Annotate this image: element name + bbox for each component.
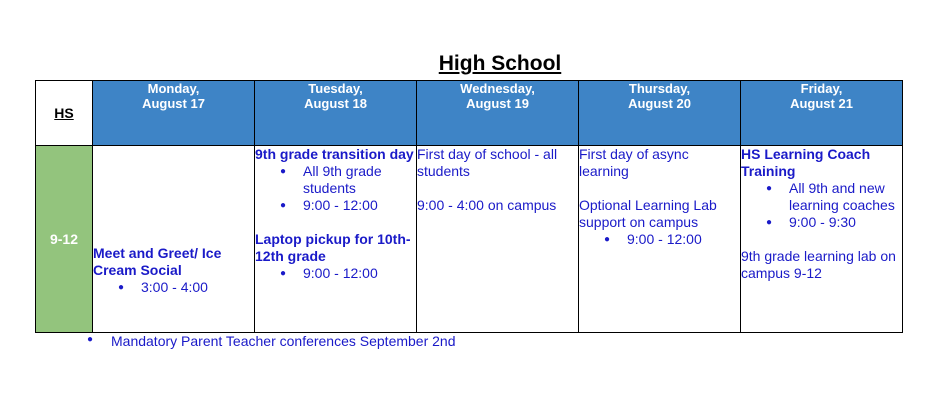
list-item: ● All 9th and new learning coaches xyxy=(766,180,902,214)
friday-line-2: 9th grade learning lab on campus 9-12 xyxy=(741,248,896,281)
cell-friday xyxy=(741,146,903,333)
cell-monday xyxy=(93,146,255,333)
header-thursday xyxy=(579,81,741,146)
list-item: ● 9:00 - 9:30 xyxy=(766,214,902,231)
friday-list xyxy=(741,180,902,231)
weekday-label: Tuesday, xyxy=(308,81,363,96)
header-wednesday xyxy=(417,81,579,146)
date-label: August 19 xyxy=(466,96,529,111)
tuesday-list-1 xyxy=(255,163,416,214)
weekday-label: Wednesday, xyxy=(460,81,535,96)
list-item: ● 3:00 - 4:00 xyxy=(118,279,254,296)
tuesday-event-1: 9th grade transition day xyxy=(255,146,414,162)
footnote-bullet: ● Mandatory Parent Teacher conferences September 2nd xyxy=(87,333,456,349)
cell-wednesday xyxy=(417,146,579,333)
grade-row xyxy=(36,146,903,333)
wednesday-line-1: First day of school - all students xyxy=(417,146,558,179)
weekday-label: Thursday, xyxy=(628,81,691,96)
header-row xyxy=(36,81,903,146)
thursday-line-1: First day of async learning xyxy=(579,146,689,179)
weekday-label: Monday, xyxy=(147,81,200,96)
corner-label: HS xyxy=(36,81,93,146)
date-label: August 17 xyxy=(142,96,205,111)
header-friday xyxy=(741,81,903,146)
date-label: August 18 xyxy=(304,96,367,111)
wednesday-line-2: 9:00 - 4:00 on campus xyxy=(417,197,557,213)
tuesday-list-2 xyxy=(255,265,416,282)
schedule-table xyxy=(35,80,903,333)
weekday-label: Friday, xyxy=(800,81,843,96)
cell-tuesday xyxy=(255,146,417,333)
list-item: ● 9:00 - 12:00 xyxy=(604,231,740,248)
monday-event: Meet and Greet/ Ice Cream Social xyxy=(93,244,222,278)
tuesday-event-2: Laptop pickup for 10th-12th grade xyxy=(255,231,411,264)
date-label: August 21 xyxy=(790,96,853,111)
list-item: ● 9:00 - 12:00 xyxy=(280,265,416,282)
header-monday xyxy=(93,81,255,146)
thursday-list xyxy=(579,231,740,248)
list-item: ● All 9th grade students xyxy=(280,163,416,197)
list-item: ● 9:00 - 12:00 xyxy=(280,197,416,214)
header-tuesday xyxy=(255,81,417,146)
friday-event: HS Learning Coach Training xyxy=(741,146,871,179)
monday-list xyxy=(93,279,254,296)
cell-thursday xyxy=(579,146,741,333)
grade-label: 9-12 xyxy=(36,146,93,333)
thursday-line-2: Optional Learning Lab support on campus xyxy=(579,197,717,230)
date-label: August 20 xyxy=(628,96,691,111)
page-title: High School xyxy=(438,52,562,75)
